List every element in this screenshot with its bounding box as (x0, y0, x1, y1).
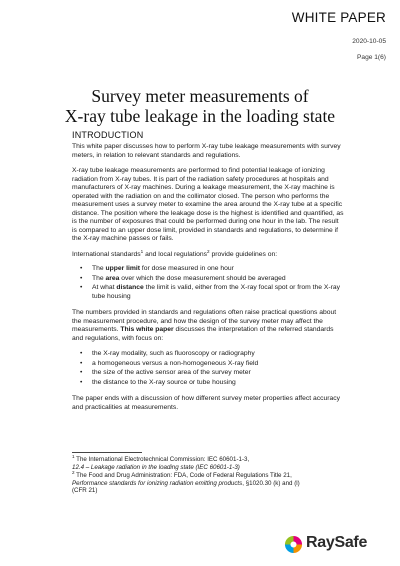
document-type-label: WHITE PAPER (291, 10, 386, 25)
footnote-ref-1[interactable]: 1 (140, 248, 144, 254)
raysafe-logo-text: RaySafe (306, 534, 368, 551)
intro-paragraph-4: The numbers provided in standards and regulations often raise practical questions about the measurement procedure, and how the design of the survey meter may affect the measurements. This white paper discusses the interpretation of the referred standards and regulations, with focus on: (72, 309, 337, 342)
bullet-icon: • (80, 359, 83, 367)
footnote-ref-2[interactable]: 2 (207, 248, 210, 254)
list-item: • The upper limit for dose measured in one hour (80, 265, 234, 272)
page-number: Page 1(6) (357, 54, 386, 61)
raysafe-logo-icon (284, 535, 303, 554)
bullet-icon: • (80, 265, 83, 272)
footnote-2: $^2$ The Food and Drug Administration: FDA, Code of Federal Regulations Title 21, Performance standards for ionizing radiation emitting products, §1020.30 (k) and (l) (CFR 21) (72, 470, 300, 495)
list-item: • The area over which the dose measurement should be averaged (80, 274, 286, 282)
footnote-divider (72, 452, 142, 453)
bullet-icon: • (80, 378, 83, 386)
document-title-line-1: Survey meter measurements of (91, 86, 309, 106)
main-content (72, 130, 344, 419)
section-heading-introduction: INTRODUCTION (72, 130, 144, 140)
document-title-line-2: X-ray tube leakage in the loading state (64, 106, 336, 126)
document-title (0, 86, 400, 126)
bullet-icon: • (80, 284, 83, 291)
intro-paragraph-1: This white paper discusses how to perform X-ray tube leakage measurements with survey meters, in relation to relevant standards and regulations. (72, 143, 341, 159)
bullet-icon: • (80, 369, 83, 376)
footnotes (72, 456, 302, 496)
list-item: • a homogeneous versus a non-homogeneous X-ray field (80, 359, 259, 367)
intro-paragraph-5: The paper ends with a discussion of how different survey meter properties affect accuracy and practicalities at measurements. (72, 395, 341, 411)
list-item: • the size of the active sensor area of the survey meter (80, 369, 251, 376)
focus-list (72, 350, 344, 387)
list-item: • the X-ray modality, such as fluoroscopy or radiography (80, 350, 255, 357)
bullet-icon: • (80, 274, 83, 282)
p3-text-a: International standards (72, 250, 141, 258)
raysafe-logo (284, 534, 400, 554)
bullet-icon: • (80, 350, 83, 357)
intro-paragraph-2: X-ray tube leakage measurements are performed to find potential leakage of ionizing radiation from X-ray tubes. It is part of the radiation safety procedures at hospitals and manufacturers of X-ray machines. During a leakage measurement, the X-ray machine is operated with the radiation on and the collimator closed. The person who performs the measurement uses a survey meter to examine the area around the X-ray tube at a specific distance. The position where the leakage dose is the highest is identified and quantified, as is the number of exposures that could be performed during one hour in the lab. The result is compared to an upper dose limit, provided in standards and regulations, to determine if the X-ray machine passes or fails. (72, 167, 344, 242)
list-item: • the distance to the X-ray source or tube housing (80, 378, 236, 386)
list-item: • At what distance the limit is valid, either from the X-ray focal spot or from the X-ray tube housing (80, 284, 340, 300)
intro-paragraph-3 (72, 248, 344, 260)
document-date: 2020-10-05 (352, 38, 386, 45)
footnote-1: $^1$ The International Electrotechnical Commission: IEC 60601-1-3, 12.4 – Leakage radiation in the loading state (IEC 60601-1-3) (72, 454, 250, 471)
p3-text-c: provide guidelines on: (209, 250, 278, 258)
p3-text-b: and local regulations (143, 250, 208, 258)
guidelines-list (72, 265, 344, 301)
